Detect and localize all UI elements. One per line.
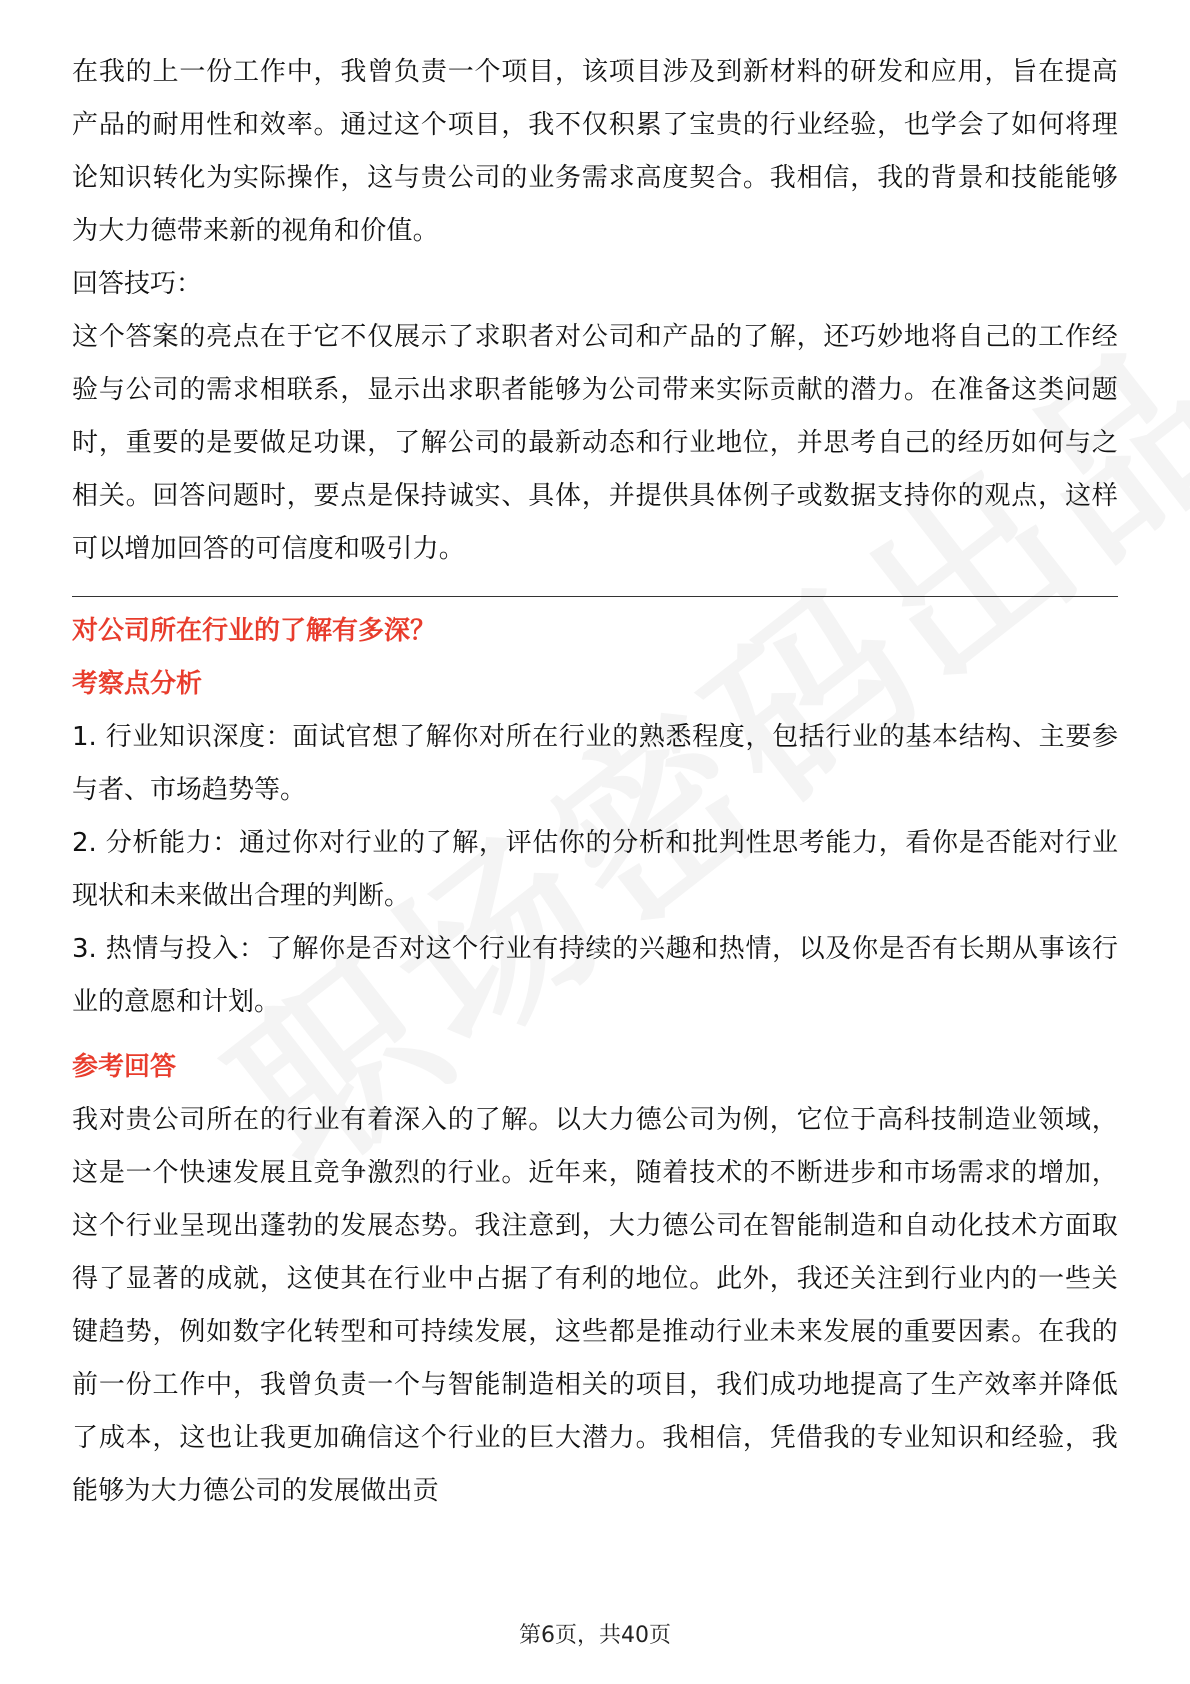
tips-label: 回答技巧： [72,269,203,299]
spacer [72,1029,1118,1041]
reference-paragraph: 我对贵公司所在的行业有着深入的了解。以大力德公司为例，它位于高科技制造业领域，这是一个快速发展且竞争激烈的行业。近年来，随着技术的不断进步和市场需求的增加，这个行业呈现出蓬勃的发展态势。我注意到，大力德公司在智能制造和自动化技术方面取得了显著的成就，这使其在行业中占据了有利的地位。此外，我还关注到行业内的一些关键趋势，例如数字化转型和可持续发展，这些都是推动行业未来发展的重要因素。在我的前一份工作中，我曾负责一个与智能制造相关的项目，我们成功地提高了生产效率并降低了成本，这也让我更加确信这个行业的巨大潜力。我相信，凭借我的专业知识和经验，我能够为大力德公司的发展做出贡 [72,1105,1118,1506]
page-number-footer: 第6页，共40页 [519,1623,671,1648]
analysis-title: 考察点分析 [72,669,203,699]
question-heading: 对公司所在行业的了解有多深？ [72,616,437,646]
analysis-item-3: 3. 热情与投入：了解你是否对这个行业有持续的兴趣和热情，以及你是否有长期从事该行业的意愿和计划。 [72,934,1118,1017]
analysis-item-2: 2. 分析能力：通过你对行业的了解，评估你的分析和批判性思考能力，看你是否能对行业现状和未来做出合理的判断。 [72,828,1118,911]
analysis-item-1: 1. 行业知识深度：面试官想了解你对所在行业的熟悉程度，包括行业的基本结构、主要参与者、市场趋势等。 [72,722,1118,805]
intro-paragraph: 在我的上一份工作中，我曾负责一个项目，该项目涉及到新材料的研发和应用，旨在提高产品的耐用性和效率。通过这个项目，我不仅积累了宝贵的行业经验，也学会了如何将理论知识转化为实际操作，这与贵公司的业务需求高度契合。我相信，我的背景和技能能够为大力德带来新的视角和价值。 [72,57,1118,246]
page-content [72,46,1118,1518]
reference-title: 参考回答 [72,1052,177,1082]
tips-paragraph: 这个答案的亮点在于它不仅展示了求职者对公司和产品的了解，还巧妙地将自己的工作经验与公司的需求相联系，显示出求职者能够为公司带来实际贡献的潜力。在准备这类问题时，重要的是要做足功课，了解公司的最新动态和行业地位，并思考自己的经历如何与之相关。回答问题时，要点是保持诚实、具体，并提供具体例子或数据支持你的观点，这样可以增加回答的可信度和吸引力。 [72,322,1118,564]
section-divider [72,596,1118,597]
